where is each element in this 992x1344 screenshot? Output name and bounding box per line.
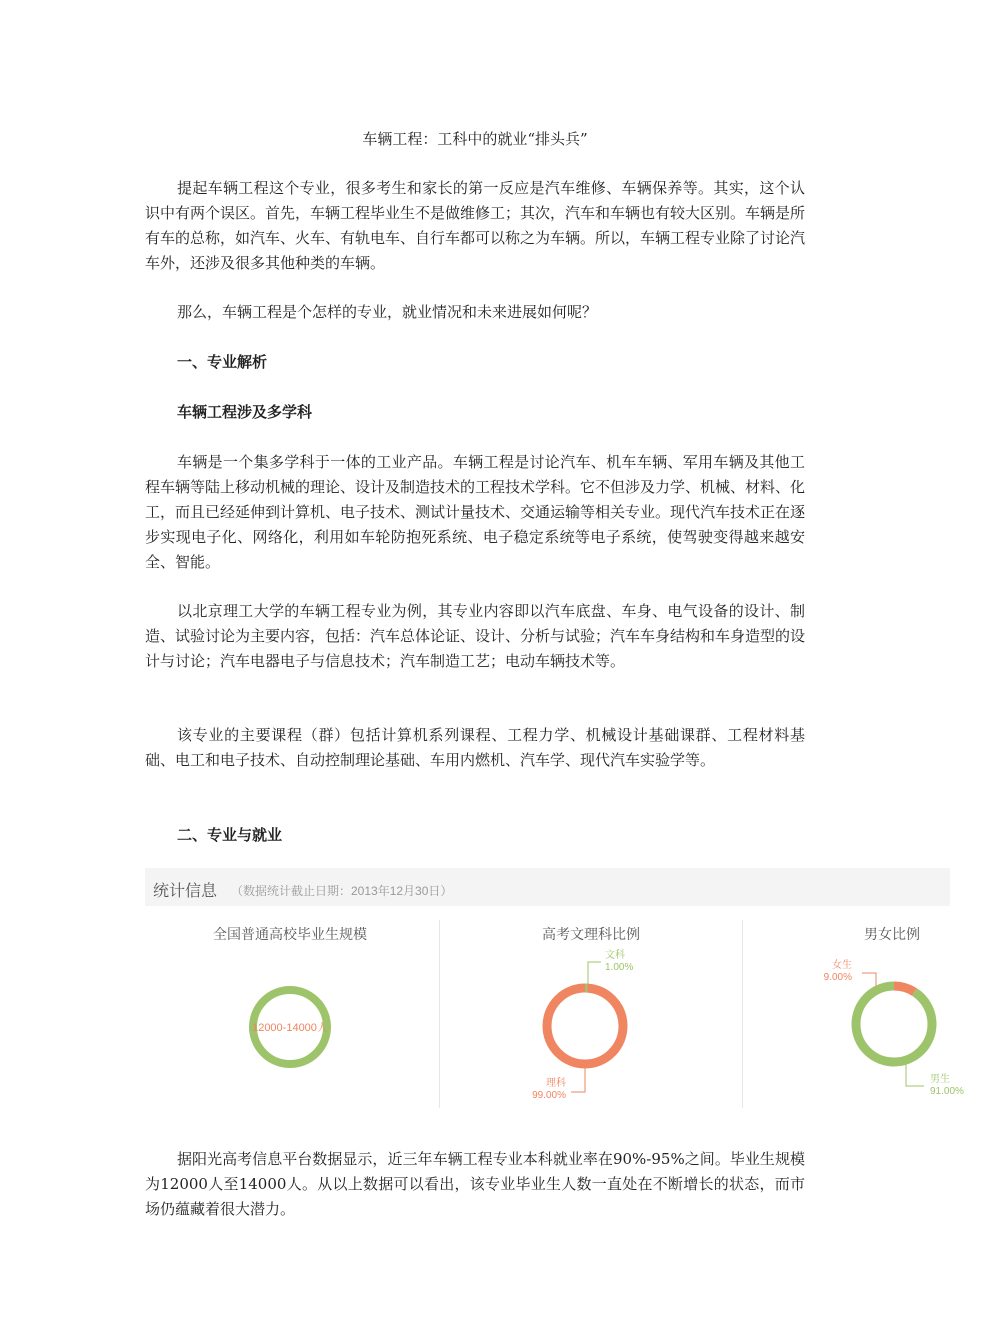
leader-line [571, 1068, 585, 1092]
leader-line [862, 973, 876, 988]
slice-percent-label: 99.00% [532, 1090, 566, 1101]
page-title: 车辆工程：工科中的就业“排头兵” [362, 130, 588, 148]
discipline-paragraph: 车辆是一个集多学科于一体的工业产品。车辆工程是讨论汽车、机车车辆、军用车辆及其他工程车辆等陆上移动机械的理论、设计及制造技术的工程技术学科。它不但涉及力学、机械、材料、化工，而且已经延伸到计算机、电子技术、测试计量技术、交通运输等相关专业。现代汽车技术正在逐步实现电子化、网络化，利用如车轮防抱死系统、电子稳定系统等电子系统，使驾驶变得越来越安全、智能。 [145, 453, 806, 571]
section-heading-analysis: 一、专业解析 [177, 353, 268, 371]
leader-line [906, 1064, 924, 1086]
statistics-date-note: （数据统计截止日期：2013年12月30日） [231, 884, 453, 898]
slice-label: 女生 [832, 960, 852, 971]
slice-label: 男生 [930, 1074, 950, 1085]
section-heading-employment: 二、专业与就业 [177, 826, 283, 844]
gender-title: 男女比例 [864, 926, 920, 942]
gender-panel [744, 920, 964, 1110]
intro-paragraph: 提起车辆工程这个专业，很多考生和家长的第一反应是汽车维修、车辆保养等。其实，这个认识中有两个误区。首先，车辆工程毕业生不是做维修工；其次，汽车和车辆也有较大区别。车辆是所有车的总称，如汽车、火车、有轨电车、自行车都可以称之为车辆。所以，车辆工程专业除了讨论汽车外，还涉及很多其他种类的车辆。 [145, 179, 806, 272]
arts-science-panel [441, 920, 741, 1110]
question-paragraph: 那么，车辆工程是个怎样的专业，就业情况和未来进展如何呢？ [177, 303, 598, 321]
panel-divider [439, 920, 440, 1108]
courses-paragraph: 该专业的主要课程（群）包括计算机系列课程、工程力学、机械设计基础课群、工程材料基础、电工和电子技术、自动控制理论基础、车用内燃机、汽车学、现代汽车实验学等。 [145, 726, 805, 769]
arts-science-title: 高考文理科比例 [542, 926, 640, 942]
gender-chart [744, 928, 964, 1108]
panel-divider [742, 920, 743, 1108]
graduate-scale-chart [145, 928, 435, 1108]
donut-slice-1 [547, 988, 623, 1064]
statistics-title: 统计信息 [153, 883, 218, 900]
graduate-scale-panel [145, 920, 435, 1110]
leader-line [588, 962, 601, 986]
employment-rate-paragraph: 据阳光高考信息平台数据显示，近三年车辆工程专业本科就业率在90%-95%之间。毕业生规模为12000人至14000人。从以上数据可以看出，该专业毕业生人数一直处在不断增长的状态，而市场仍蕴藏着很大潜力。 [145, 1150, 805, 1218]
graduate-scale-value-label: 12000-14000人 [252, 1022, 328, 1034]
graduate-scale-title: 全国普通高校毕业生规模 [213, 926, 367, 942]
arts-science-chart [441, 928, 741, 1108]
slice-percent-label: 91.00% [930, 1086, 964, 1097]
donut-slice-1 [856, 986, 932, 1062]
subsection-heading-multidiscipline: 车辆工程涉及多学科 [177, 403, 313, 421]
slice-percent-label: 9.00% [823, 972, 852, 983]
slice-label: 理科 [546, 1078, 566, 1089]
slice-label: 文科 [605, 950, 625, 961]
statistics-header [145, 868, 950, 906]
statistics-panel [145, 868, 964, 1113]
slice-percent-label: 1.00% [605, 962, 634, 973]
bit-example-paragraph: 以北京理工大学的车辆工程专业为例，其专业内容即以汽车底盘、车身、电气设备的设计、制造、试验讨论为主要内容，包括：汽车总体论证、设计、分析与试验；汽车车身结构和车身造型的设计与讨论；汽车电器电子与信息技术；汽车制造工艺；电动车辆技术等。 [145, 602, 806, 670]
